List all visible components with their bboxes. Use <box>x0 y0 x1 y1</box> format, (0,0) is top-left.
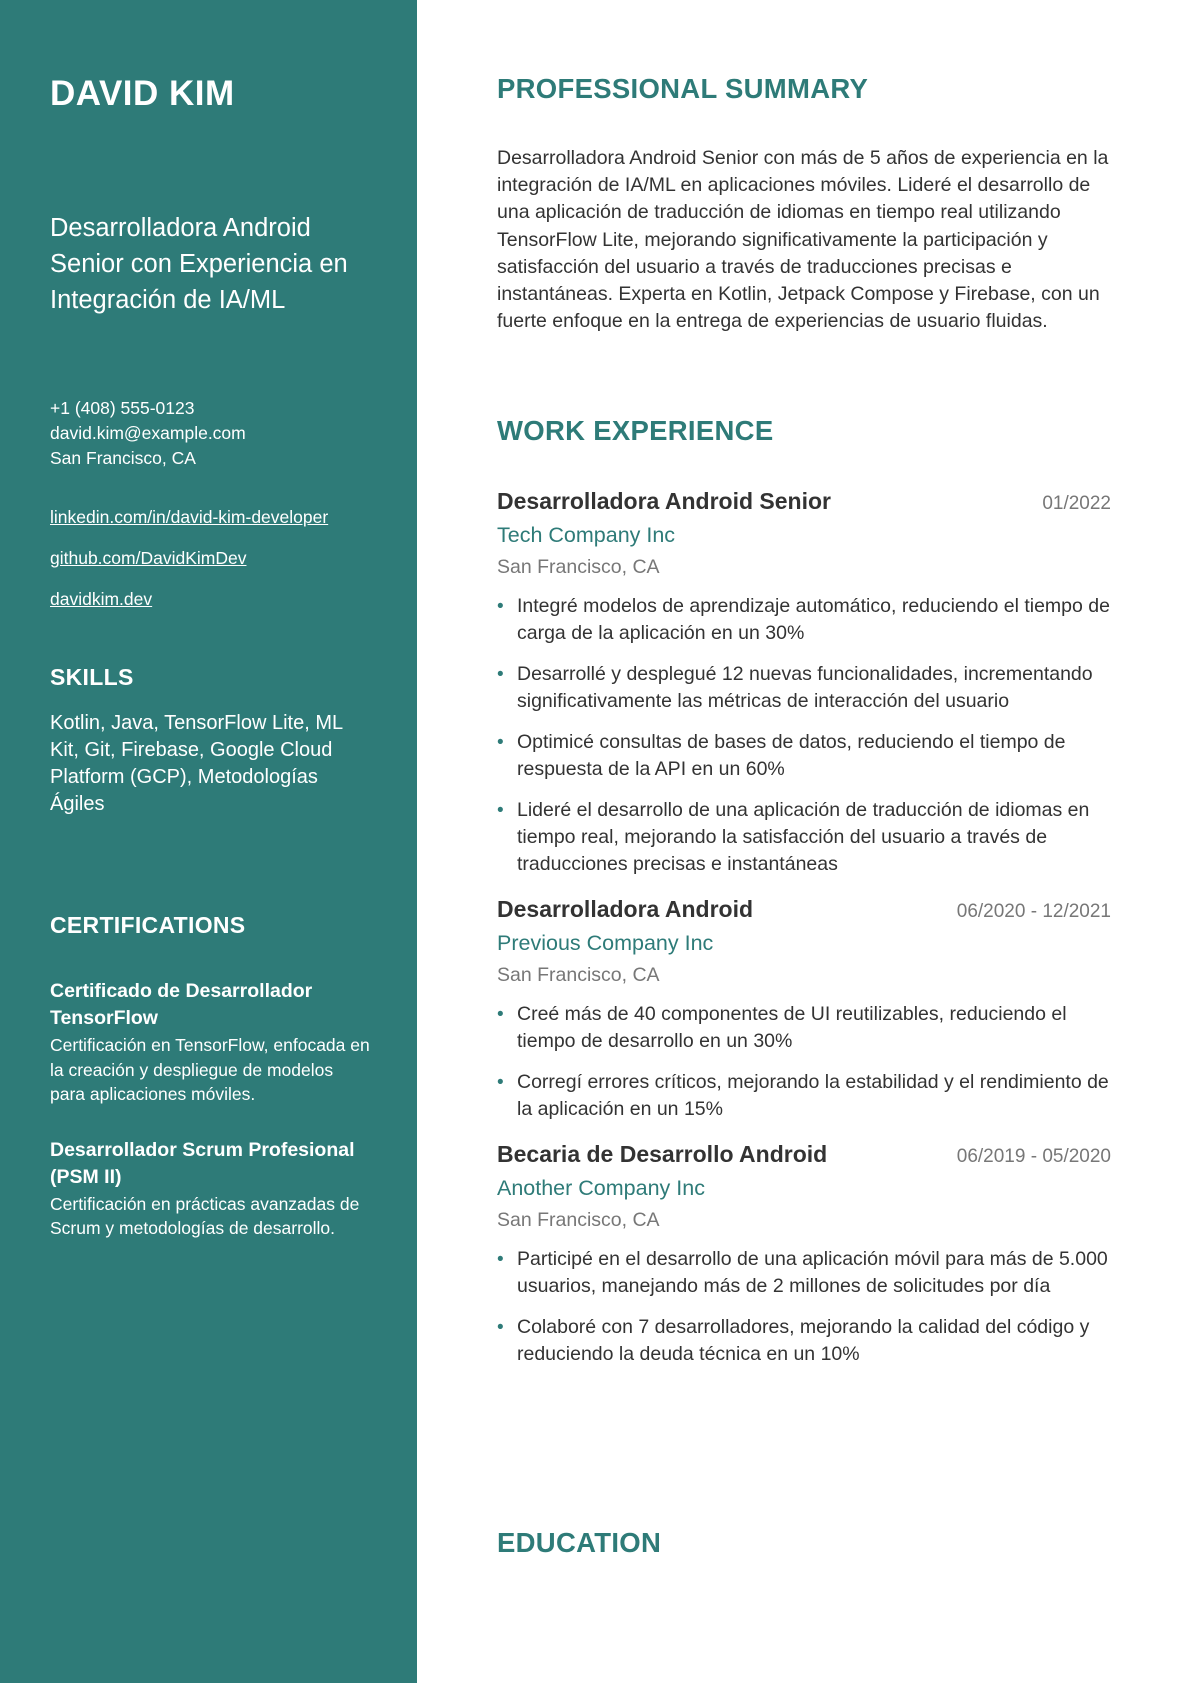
job-bullet: • Desarrollé y desplegué 12 nuevas funcionalidades, incrementando significativamente las métricas de interacción del usuario <box>497 661 1111 715</box>
linkedin-link[interactable]: linkedin.com/in/david-kim-developer <box>50 507 329 527</box>
job-company: Tech Company Inc <box>497 523 676 547</box>
job-entry <box>497 488 1111 878</box>
skills-heading: SKILLS <box>50 664 134 690</box>
job-header <box>497 1141 1111 1168</box>
job-location: San Francisco, CA <box>497 964 660 986</box>
contact-phone: +1 (408) 555-0123 <box>50 398 195 418</box>
job-dates: 01/2022 <box>1042 493 1111 514</box>
website-link[interactable]: davidkim.dev <box>50 589 153 609</box>
job-company: Another Company Inc <box>497 1176 705 1200</box>
sidebar <box>0 0 417 1683</box>
job-dates: 06/2019 - 05/2020 <box>956 1146 1111 1167</box>
job-location: San Francisco, CA <box>497 556 660 578</box>
certifications-list <box>50 978 370 1271</box>
job-bullets <box>497 593 1111 878</box>
summary-text: Desarrolladora Android Senior con más de 5 años de experiencia en la integración de IA/ML en aplicaciones móviles. Lideré el desarrollo de una aplicación de traducción de idiomas en tiempo real utilizando TensorFlow Lite, mejorando significativamente la participación y satisfacción del usuario a través de traducciones precisas e instantáneas. Experta en Kotlin, Jetpack Compose y Firebase, con un fuerte enfoque en la entrega de experiencias de usuario fluidas. <box>497 147 1109 333</box>
job-bullets <box>497 1246 1111 1368</box>
job-bullets <box>497 1001 1111 1123</box>
contact-location: San Francisco, CA <box>50 448 196 468</box>
job-bullet: • Colaboré con 7 desarrolladores, mejorando la calidad del código y reduciendo la deuda técnica en un 10% <box>497 1314 1111 1368</box>
contact-email: david.kim@example.com <box>50 423 246 443</box>
certification-title: Certificado de Desarrollador TensorFlow <box>50 980 313 1029</box>
certification-title: Desarrollador Scrum Profesional (PSM II) <box>50 1138 355 1188</box>
job-entry <box>497 896 1111 1123</box>
work-experience-heading: WORK EXPERIENCE <box>497 415 774 446</box>
job-company: Previous Company Inc <box>497 931 714 955</box>
job-bullet: • Corregí errores críticos, mejorando la estabilidad y el rendimiento de la aplicación en un 15% <box>497 1069 1111 1123</box>
education-heading: EDUCATION <box>497 1527 662 1558</box>
job-dates: 06/2020 - 12/2021 <box>956 901 1111 922</box>
candidate-headline: Desarrolladora Android Senior con Experiencia en Integración de IA/ML <box>50 214 348 314</box>
job-title: Desarrolladora Android Senior <box>497 488 831 514</box>
skills-list: Kotlin, Java, TensorFlow Lite, ML Kit, Git, Firebase, Google Cloud Platform (GCP), Metodologías Ágiles <box>50 712 343 815</box>
certification-item <box>50 1137 370 1241</box>
certification-description: Certificación en prácticas avanzadas de Scrum y metodologías de desarrollo. <box>50 1193 360 1238</box>
summary-heading: PROFESSIONAL SUMMARY <box>497 73 869 104</box>
work-experience-list <box>497 488 1111 1386</box>
candidate-name: DAVID KIM <box>50 74 235 113</box>
job-header <box>497 488 1111 515</box>
job-title: Becaria de Desarrollo Android <box>497 1141 828 1167</box>
profile-links <box>50 505 328 628</box>
github-link[interactable]: github.com/DavidKimDev <box>50 548 247 568</box>
job-bullet: • Integré modelos de aprendizaje automático, reduciendo el tiempo de carga de la aplicación en un 30% <box>497 593 1111 647</box>
job-entry <box>497 1141 1111 1368</box>
job-title: Desarrolladora Android <box>497 896 754 922</box>
certification-item <box>50 978 370 1107</box>
job-bullet: • Lideré el desarrollo de una aplicación de traducción de idiomas en tiempo real, mejorando la satisfacción del usuario a través de traducciones precisas e instantáneas <box>497 797 1111 878</box>
job-bullet: • Participé en el desarrollo de una aplicación móvil para más de 5.000 usuarios, manejando más de 2 millones de solicitudes por día <box>497 1246 1111 1300</box>
job-header <box>497 896 1111 923</box>
job-bullet: • Creé más de 40 componentes de UI reutilizables, reduciendo el tiempo de desarrollo en un 30% <box>497 1001 1111 1055</box>
certifications-heading: CERTIFICATIONS <box>50 912 246 938</box>
contact-info <box>50 396 246 471</box>
certification-description: Certificación en TensorFlow, enfocada en la creación y despliegue de modelos para aplicaciones móviles. <box>50 1035 370 1104</box>
job-bullet: • Optimicé consultas de bases de datos, reduciendo el tiempo de respuesta de la API en un 60% <box>497 729 1111 783</box>
job-location: San Francisco, CA <box>497 1209 660 1231</box>
